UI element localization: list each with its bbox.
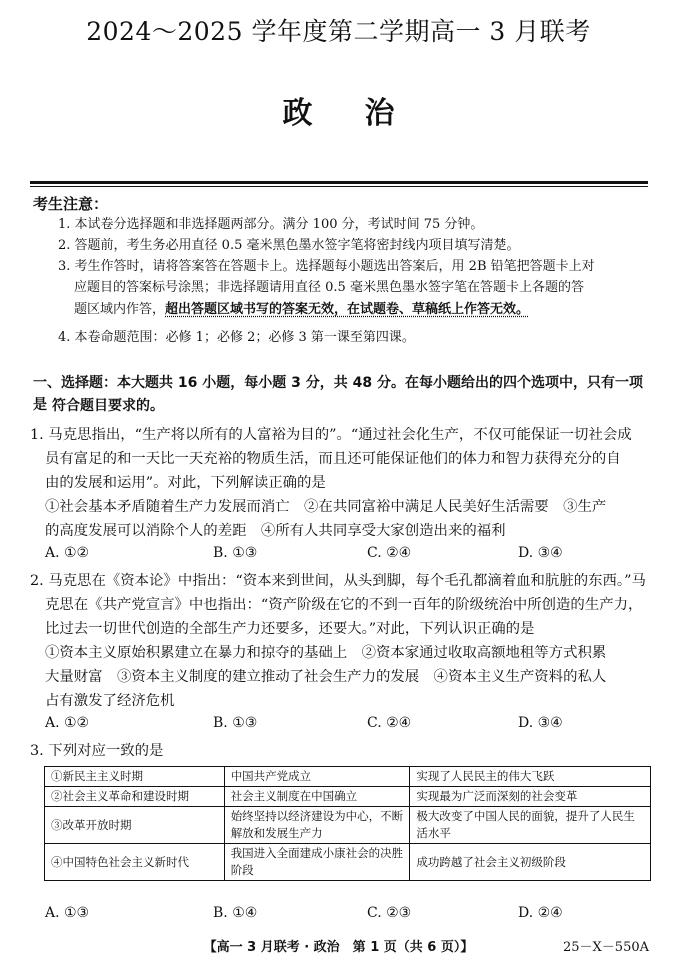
question-2-line-5: 大量财富 ③资本主义制度的建立推动了社会生产力的发展 ④资本主义生产资料的私人	[45, 669, 607, 685]
section-heading-cont: 符合题目要求的。	[52, 398, 164, 414]
question-1-options	[45, 545, 645, 567]
notice-item-3-end	[58, 299, 670, 320]
q1-option-a[interactable]: A. ①②	[45, 545, 90, 561]
header-rule-thin	[30, 186, 648, 187]
table-cell: 成功跨越了社会主义初级阶段	[410, 844, 651, 881]
header-rule-thick	[30, 181, 648, 184]
q2-option-d[interactable]: D. ③④	[518, 715, 563, 731]
notice-item-3-tail: 题区域内作答，	[74, 302, 166, 317]
paper-code: 25－X－550A	[563, 940, 649, 955]
q3-option-b[interactable]: B. ①④	[213, 905, 258, 921]
q2-option-a[interactable]: A. ①②	[45, 715, 90, 731]
q3-option-a[interactable]: A. ①③	[45, 905, 90, 921]
question-2-line-3: 比过去一切世代创造的全部生产力还要多，还要大。”对此，下列认识正确的是	[45, 621, 535, 637]
q1-option-c[interactable]: C. ②④	[367, 545, 412, 561]
question-1-line-2: 员有富足的和一天比一天充裕的物质生活，而且还可能保证他们的体力和智力获得充分的自	[45, 451, 621, 467]
notice-item-3: 3. 考生作答时，请将答案答在答题卡上。选择题每小题选出答案后，用 2B 铅笔把答题卡上对	[58, 259, 595, 274]
table-cell: 实现最为广泛而深刻的社会变革	[410, 787, 651, 807]
table-cell: 实现了人民民主的伟大飞跃	[410, 767, 651, 787]
question-3-options	[45, 905, 645, 927]
question-1-line-3: 由的发展和运用”。对此，下列解读正确的是	[45, 475, 326, 491]
table-cell: ②社会主义革命和建设时期	[45, 787, 225, 807]
question-1-line-4: ①社会基本矛盾随着生产力发展而消亡 ②在共同富裕中满足人民美好生活需要 ③生产	[45, 499, 607, 515]
notice-heading: 考生注意：	[33, 195, 109, 213]
table-cell: 社会主义制度在中国确立	[224, 787, 410, 807]
question-2-line-4: ①资本主义原始积累建立在暴力和掠夺的基础上 ②资本家通过收取高额地租等方式积累	[45, 645, 607, 661]
page-footer: 【高一 3 月联考 · 政治 第 1 页（共 6 页）】	[203, 940, 474, 955]
table-row	[45, 844, 651, 881]
question-2-line-6: 占有激发了经济危机	[45, 693, 175, 709]
table-row	[45, 767, 651, 787]
exam-title: 2024～2025 学年度第二学期高一 3 月联考	[86, 17, 591, 46]
q2-option-c[interactable]: C. ②④	[367, 715, 412, 731]
table-cell: 中国共产党成立	[224, 767, 410, 787]
q3-option-c[interactable]: C. ②③	[367, 905, 412, 921]
question-3-stem: 3. 下列对应一致的是	[30, 743, 164, 759]
q3-option-d[interactable]: D. ②④	[518, 905, 563, 921]
question-2-line-1: 2. 马克思在《资本论》中指出：“资本来到世间，从头到脚，每个毛孔都滴着血和肮脏的东西。”马	[30, 573, 646, 589]
table-row	[45, 807, 651, 844]
q2-option-b[interactable]: B. ①③	[213, 715, 258, 731]
notice-item-3-cont: 应题目的答案标号涂黑；非选择题请用直径 0.5 毫米黑色墨水签字笔在答题卡上各题的答	[74, 280, 584, 295]
table-cell: ①新民主主义时期	[45, 767, 225, 787]
section-heading: 一、选择题：本大题共 16 小题，每小题 3 分，共 48 分。在每小题给出的四个选项中，只有一项是	[33, 375, 643, 413]
table-cell: 始终坚持以经济建设为中心，不断解放和发展生产力	[224, 807, 410, 844]
question-2-options	[45, 715, 645, 737]
table-cell: 我国进入全面建成小康社会的决胜阶段	[224, 844, 410, 881]
notice-emphasis: 超出答题区域书写的答案无效，在试题卷、草稿纸上作答无效。	[165, 302, 530, 317]
notice-item-2: 2. 答题前，考生务必用直径 0.5 毫米黑色墨水签字笔将密封线内项目填写清楚。	[58, 238, 520, 253]
question-1-line-5: 的高度发展可以消除个人的差距 ④所有人共同享受大家创造出来的福利	[45, 523, 506, 539]
notice-item-4: 4. 本卷命题范围：必修 1；必修 2；必修 3 第一课至第四课。	[58, 330, 415, 345]
table-row	[45, 787, 651, 807]
question-2-line-2: 克思在《共产党宣言》中也指出：“资产阶级在它的不到一百年的阶级统治中所创造的生产力，	[45, 597, 643, 613]
q1-option-b[interactable]: B. ①③	[213, 545, 258, 561]
q1-option-d[interactable]: D. ③④	[518, 545, 563, 561]
notice-item-1: 1. 本试卷分选择题和非选择题两部分。满分 100 分，考试时间 75 分钟。	[58, 217, 484, 232]
table-cell: ③改革开放时期	[45, 807, 225, 844]
question-3-table	[44, 766, 651, 881]
table-cell: ④中国特色社会主义新时代	[45, 844, 225, 881]
question-1-line-1: 1. 马克思指出，“生产将以所有的人富裕为目的”。“通过社会化生产，不仅可能保证一切社会成	[30, 427, 632, 443]
table-cell: 极大改变了中国人民的面貌，提升了人民生活水平	[410, 807, 651, 844]
subject-title: 政治	[282, 96, 447, 131]
